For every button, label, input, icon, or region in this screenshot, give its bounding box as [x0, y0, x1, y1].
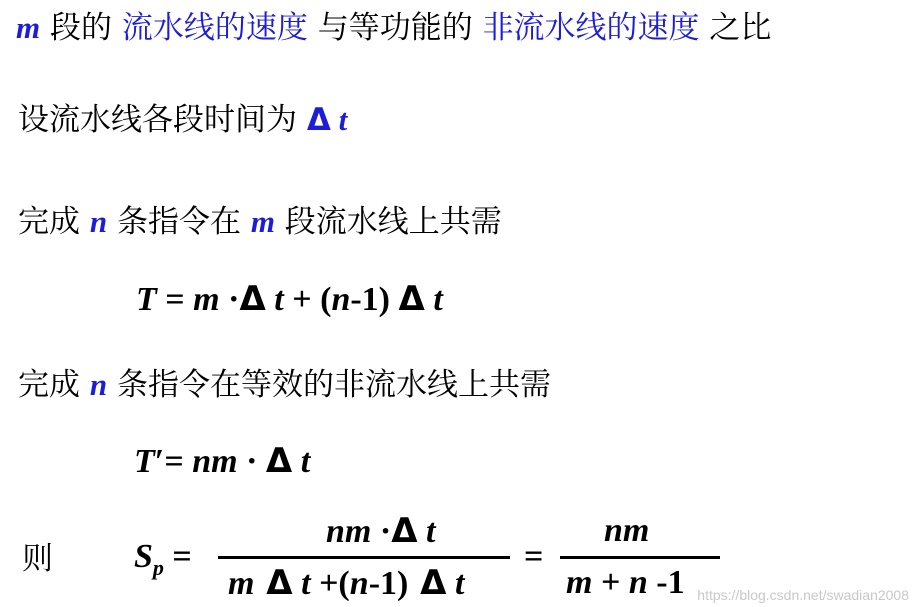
var-m: m — [250, 204, 275, 239]
equals-sign: = — [156, 281, 194, 318]
var-n: n — [628, 564, 648, 601]
minus-one: -1 — [647, 564, 685, 601]
var-n: n — [89, 204, 108, 239]
var-T: T — [136, 281, 157, 318]
var-t: t — [446, 565, 465, 602]
fraction-2-denominator — [566, 566, 685, 600]
equals-sign: = — [164, 443, 193, 480]
fraction-1-numerator — [326, 511, 436, 551]
var-t: t — [330, 102, 348, 137]
delta-symbol: Δ — [408, 563, 447, 603]
var-m: m — [228, 565, 255, 602]
var-t: t — [292, 443, 311, 480]
var-T: T — [134, 443, 155, 480]
text: 设流水线各段时间为 — [18, 102, 307, 138]
equation-non-pipeline-time — [134, 441, 311, 481]
var-nm: nm — [326, 513, 372, 550]
prime: ′ — [154, 443, 165, 480]
var-p: p — [152, 554, 164, 580]
var-m: m — [193, 281, 220, 318]
pipeline-speed-text: 流水线的速度 — [121, 10, 308, 46]
plus-open: +( — [310, 565, 350, 602]
watermark: https://blog.csdn.net/swadian2008 — [697, 587, 909, 603]
fraction-2-numerator — [604, 514, 649, 548]
delta-symbol: Δ — [239, 279, 266, 319]
var-t: t — [265, 281, 284, 318]
minus-one: -1) — [368, 565, 409, 602]
text: 与等功能的 — [307, 10, 483, 46]
equation-pipeline-time — [136, 279, 443, 319]
var-t: t — [424, 281, 443, 318]
text: 条指令在 — [107, 204, 251, 240]
plus: + — [592, 564, 629, 601]
var-t: t — [292, 565, 311, 602]
delta-symbol: Δ — [265, 441, 293, 481]
speedup-lhs — [134, 540, 192, 579]
fraction-1-denominator — [228, 563, 465, 603]
delta-symbol: Δ — [254, 563, 293, 603]
minus-one: -1) — [350, 281, 399, 318]
text: 之比 — [699, 10, 772, 46]
var-m: m — [16, 10, 41, 45]
equals-sign: = — [163, 538, 192, 575]
var-t: t — [417, 513, 436, 550]
text: 段的 — [40, 10, 122, 46]
delta-symbol: Δ — [391, 511, 418, 551]
text: 条指令在等效的非流水线上共需 — [107, 367, 551, 403]
text: 完成 — [18, 367, 90, 403]
non-pipeline-speed-text: 非流水线的速度 — [482, 10, 700, 46]
plus-open: + ( — [283, 281, 332, 318]
heading-line-1 — [16, 12, 771, 44]
fraction-2-bar — [560, 556, 720, 559]
var-S: S — [134, 538, 153, 575]
var-n: n — [349, 565, 369, 602]
text: 段流水线上共需 — [274, 204, 502, 240]
var-n: n — [89, 367, 108, 402]
dot: · — [371, 513, 392, 550]
var-nm: nm — [192, 443, 238, 480]
delta-symbol: Δ — [398, 279, 425, 319]
var-n: n — [331, 281, 351, 318]
pipeline-time-line — [18, 206, 502, 238]
text: 完成 — [18, 204, 90, 240]
var-nm: nm — [604, 512, 650, 549]
fraction-1-bar — [218, 556, 510, 559]
segment-time-line — [18, 104, 347, 136]
dot: · — [237, 443, 266, 480]
var-m: m — [566, 564, 593, 601]
dot: · — [219, 281, 240, 318]
equals-sign-2: = — [524, 538, 544, 575]
delta-symbol: Δ — [306, 102, 331, 138]
then-label: 则 — [22, 541, 53, 577]
non-pipeline-time-line — [18, 369, 551, 401]
